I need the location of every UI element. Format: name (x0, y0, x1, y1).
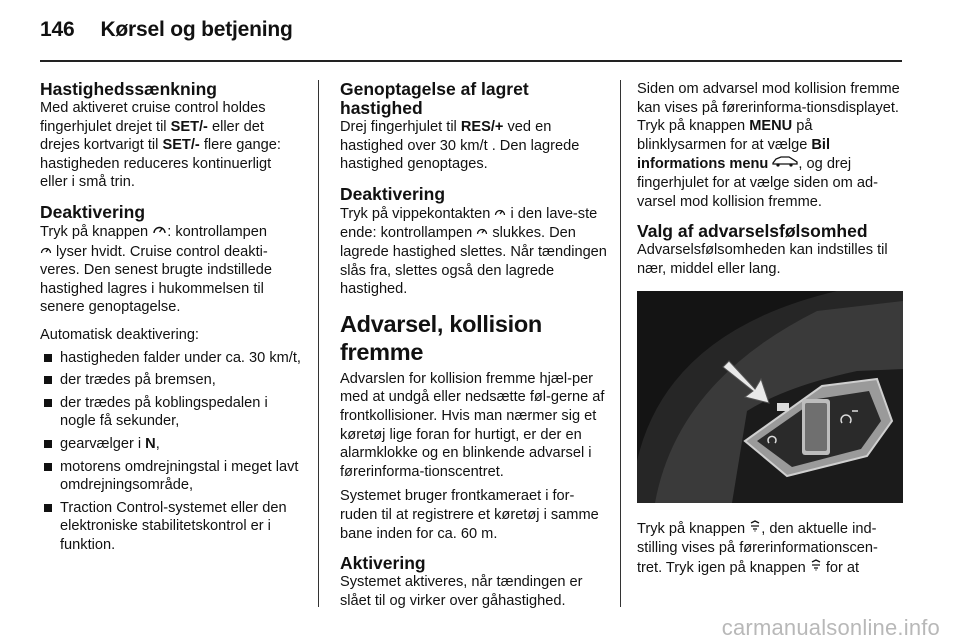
heading-collision-warning: Advarsel, kollision fremme (340, 310, 542, 365)
column-divider (620, 80, 621, 607)
paragraph-deactivation: Tryk på knappen : kontrollampen lyser hvidt. Cruise control deakti-veres. Den senest brugte indstillede hastighed lagres i hukommelsen til senere genoptagelse. (40, 223, 273, 316)
paragraph-resume: Drej fingerhjulet til RES/+ ved en hastighed over 30 km/t . Den lagrede hastighed genoptages. (340, 119, 580, 173)
paragraph-auto-deactivation: Automatisk deaktivering: (40, 326, 199, 343)
column-2 (340, 80, 608, 610)
list-item: der trædes på koblingspedalen i nogle få sekunder, (40, 394, 302, 431)
list-item: hastigheden falder under ca. 30 km/t, (40, 349, 302, 368)
heading-resume: Genoptagelse af lagret hastighed (340, 79, 529, 118)
cruise-control-icon (494, 204, 506, 223)
page-number: 146 (40, 18, 75, 41)
header-rule (40, 60, 902, 62)
paragraph-display-page: Siden om advarsel mod kollision fremme kan vises på førerinforma-tionsdisplayet. Tryk på knappen MENU på blinklysarmen for at vælge Bil informations menu , og drej fingerhjulet for at vælge siden om ad-varsel mod kollision fremme. (637, 81, 900, 210)
chapter-title: Kørsel og betjening (100, 18, 293, 41)
column-1 (40, 80, 302, 554)
heading-speed-reduction: Hastighedssænkning (40, 79, 217, 99)
list-item: motorens omdrejningstal i meget lavt omdrejningsområde, (40, 458, 302, 495)
heading-sensitivity: Valg af advarselsfølsomhed (637, 221, 868, 242)
column-divider (318, 80, 319, 607)
column-3 (637, 80, 903, 577)
list-item: der trædes på bremsen, (40, 371, 302, 390)
car-icon (772, 154, 798, 173)
heading-activation: Aktivering (340, 553, 426, 574)
cruise-control-icon (476, 223, 488, 242)
paragraph-collision-1: Advarslen for kollision fremme hjæl-per med at undgå eller nedsætte føl-gerne af frontkollisioner. Hvis man nærmer sig et køretøj lige foran for hurtigt, er der en alarmklokke og en blinkende advarsel i førerinforma-tionscentret. (340, 370, 605, 480)
heading-deactivation: Deaktivering (340, 183, 446, 204)
heading-deactivation: Deaktivering (40, 201, 146, 222)
paragraph-activation: Systemet aktiveres, når tændingen er slået til og virker over gåhastighed. (340, 574, 583, 609)
cruise-control-icon (152, 222, 167, 241)
distance-setting-icon (810, 558, 822, 577)
paragraph-sensitivity: Advarselsfølsomheden kan indstilles til nær, middel eller lang. (637, 242, 888, 277)
paragraph-press-button: Tryk på knappen , den aktuelle ind-stilling vises på førerinformationscen-tret. Tryk igen på knappen for at (637, 521, 878, 576)
list-item: gearvælger i N, (40, 435, 302, 454)
paragraph-collision-2: Systemet bruger frontkameraet i for-ruden til at registrere et køretøj i samme bane inden for ca. 60 m. (340, 488, 599, 542)
paragraph-speed-reduction: Med aktiveret cruise control holdes fingerhjulet drejet til SET/- eller det drejes kortvarigt til SET/- flere gange: hastigheden reduceres kontinuerligt eller i små trin. (40, 100, 281, 191)
paragraph-deactivation: Tryk på vippekontakten i den lave-ste ende: kontrollampen slukkes. Den lagrede hastighed slettes. Når tændingen slås fra, slettes også den lagrede hastighed. (340, 205, 607, 298)
list-item: Traction Control-systemet eller den elektroniske stabilitetskontrol er i funktion. (40, 499, 302, 555)
steering-wheel-photo (637, 291, 903, 503)
page-header (40, 18, 293, 42)
deactivation-list (40, 349, 302, 555)
distance-setting-icon (749, 519, 761, 538)
cruise-control-icon (40, 242, 52, 261)
watermark: carmanualsonline.info (721, 615, 940, 640)
